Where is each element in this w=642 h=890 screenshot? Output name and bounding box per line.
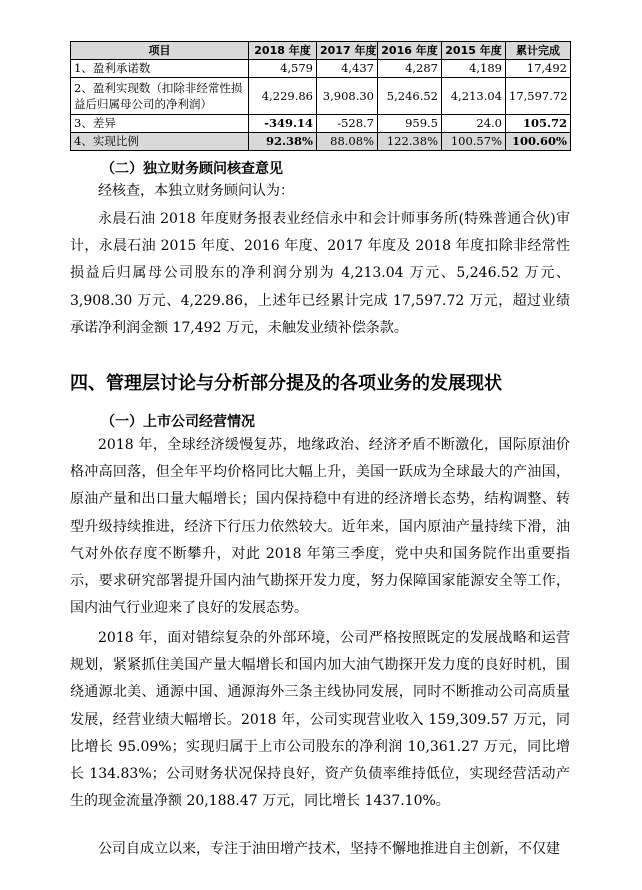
table-row bbox=[71, 60, 571, 78]
cell: 17,492 bbox=[506, 60, 571, 78]
cell: 4,213.04 bbox=[442, 78, 506, 115]
cell: 105.72 bbox=[506, 115, 571, 133]
cell: 4,229.86 bbox=[249, 78, 317, 115]
cell: 88.08% bbox=[317, 133, 378, 151]
advisor-opinion-heading: （二）独立财务顾问核查意见 bbox=[101, 161, 283, 177]
row-label: 3、差异 bbox=[71, 115, 249, 133]
cell: 100.60% bbox=[506, 133, 571, 151]
header-2016: 2016 年度 bbox=[378, 42, 442, 60]
table-header-row bbox=[71, 42, 571, 60]
operations-paragraph-1: 2018 年，全球经济缓慢复苏，地缘政治、经济矛盾不断激化，国际原油价格冲高回落，但全年平均价格同比大幅上升，美国一跃成为全球最大的产油国，原油产量和出口量大幅增长；国内保持稳中有进的经济增长态势，结构调整、转型升级持续推进，经济下行压力依然较大。近年来，国内原油产量持续下滑，油气对外依存度不断攀升，对此 2018 年第三季度，党中央和国务院作出重要指示，要求研究部署提升国内油气勘探开发力度，努力保障国家能源安全等工作，国内油气行业迎来了良好的发展态势。 bbox=[70, 437, 570, 617]
table-row bbox=[71, 115, 571, 133]
advisor-body: 永晨石油 2018 年度财务报表业经信永中和会计师事务所(特殊普通合伙)审计，永晨石油 2015 年度、2016 年度、2017 年度及 2018 年度扣除非经常性损益后归属母公司股东的净利润分别为 4,213.04 万元、5,246.52 万元、3,908.30 万元、4,229.86，上述年已经累计完成 17,597.72 万元，超过业绩承诺净利润金额 17,492 万元，未触发业绩补偿条款。 bbox=[70, 211, 570, 336]
cell: -349.14 bbox=[249, 115, 317, 133]
cell: 4,579 bbox=[249, 60, 317, 78]
table-row bbox=[71, 78, 571, 115]
cell: 122.38% bbox=[378, 133, 442, 151]
cell: 4,437 bbox=[317, 60, 378, 78]
cell: 100.57% bbox=[442, 133, 506, 151]
operations-paragraph-2: 2018 年，面对错综复杂的外部环境，公司严格按照既定的发展战略和运营规划，紧紧抓住美国产量大幅增长和国内加大油气勘探开发力度的良好时机，围绕通源北美、通源中国、通源海外三条主线协同发展，同时不断推动公司高质量发展，经营业绩大幅增长。2018 年，公司实现营业收入 159,309.57 万元，同比增长 95.09%；实现归属于上市公司股东的净利润 10,361.27 万元，同比增长 134.83%；公司财务状况保持良好，资产负债率维持低位，实现经营活动产生的现金流量净额 20,188.47 万元，同比增长 1437.10%。 bbox=[70, 630, 570, 810]
cell: 5,246.52 bbox=[378, 78, 442, 115]
row-label: 4、实现比例 bbox=[71, 133, 249, 151]
profit-commitment-table bbox=[70, 41, 571, 151]
company-operations-heading: （一）上市公司经营情况 bbox=[101, 414, 255, 430]
cell: 4,287 bbox=[378, 60, 442, 78]
header-2018: 2018 年度 bbox=[249, 42, 317, 60]
row-label: 2、盈利实现数（扣除非经常性损益后归属母公司的净利润） bbox=[71, 78, 249, 115]
header-2015: 2015 年度 bbox=[442, 42, 506, 60]
operations-paragraph-3: 公司自成立以来，专注于油田增产技术，坚持不懈地推进自主创新，不仅建 bbox=[98, 841, 560, 857]
header-item: 项目 bbox=[71, 42, 249, 60]
cell: 4,189 bbox=[442, 60, 506, 78]
table-row bbox=[71, 133, 571, 151]
cell: 17,597.72 bbox=[506, 78, 571, 115]
cell: 24.0 bbox=[442, 115, 506, 133]
header-2017: 2017 年度 bbox=[317, 42, 378, 60]
cell: 3,908.30 bbox=[317, 78, 378, 115]
header-cumulative: 累计完成 bbox=[506, 42, 571, 60]
section-four-heading: 四、管理层讨论与分析部分提及的各项业务的发展现状 bbox=[70, 373, 502, 394]
cell: 959.5 bbox=[378, 115, 442, 133]
cell: -528.7 bbox=[317, 115, 378, 133]
advisor-intro: 经核查，本独立财务顾问认为： bbox=[98, 183, 294, 199]
row-label: 1、盈利承诺数 bbox=[71, 60, 249, 78]
cell: 92.38% bbox=[249, 133, 317, 151]
